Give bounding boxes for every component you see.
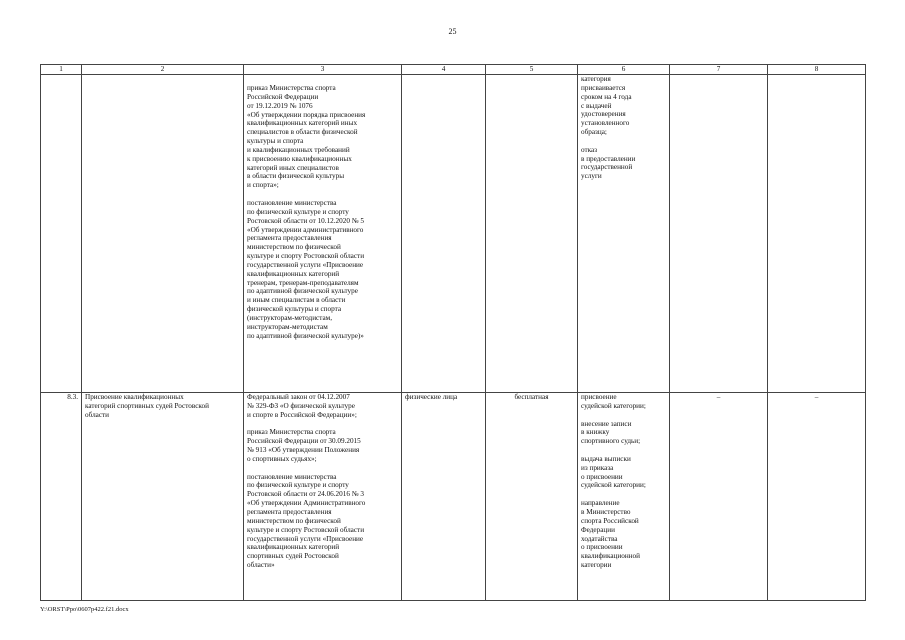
column-number: 3 (244, 65, 402, 75)
col7-cell: – (670, 393, 768, 601)
column-number-row (41, 65, 866, 75)
service-name-cell: Присвоение квалификационных категорий спортивных судей Ростовской области (82, 393, 244, 601)
services-table (40, 64, 866, 601)
cell-empty (768, 75, 866, 393)
recipients-cell: физические лица (402, 393, 486, 601)
legal-basis-cell: Федеральный закон от 04.12.2007 № 329-ФЗ «О физической культуре и спорте в Российской Федерации»; приказ Министерства спорта Российской Федерации от 30.09.2015 № 913 «Об утверждении Положения о спортивных судьях»; постановление министерства по физической культуре и спорту Ростовской области от 24.06.2016 № 3 «Об утверждении Административного регламента предоставления министерством по физической культуре и спорту Ростовской области государственной услуги «Присвоение квалификационных категорий спортивных судей Ростовской области» (244, 393, 402, 601)
page-number: 25 (448, 27, 457, 36)
column-number: 5 (486, 65, 578, 75)
fee-cell: бесплатная (486, 393, 578, 601)
column-number: 1 (41, 65, 82, 75)
column-number: 6 (578, 65, 670, 75)
column-number: 2 (82, 65, 244, 75)
column-number: 8 (768, 65, 866, 75)
cell-empty (486, 75, 578, 393)
file-path-footer: Y:\ORST\Ppo\0607p422.f21.docx (40, 606, 129, 613)
col8-cell: – (768, 393, 866, 601)
cell-empty (670, 75, 768, 393)
column-number: 4 (402, 65, 486, 75)
cell-empty (402, 75, 486, 393)
table-row (41, 75, 866, 393)
row-number: 8.3. (41, 393, 82, 601)
table-row (41, 393, 866, 601)
column-number: 7 (670, 65, 768, 75)
result-cell: категория присваивается сроком на 4 года с выдачей удостоверения установленного образца; отказ в предоставлении государственной услуги (578, 75, 670, 393)
cell-empty (41, 75, 82, 393)
cell-empty (82, 75, 244, 393)
result-cell: присвоение судейской категории; внесение записи в книжку спортивного судьи; выдача выписки из приказа о присвоении судейской категории; направление в Министерство спорта Российской Федерации ходатайства о присвоении квалификационной категории (578, 393, 670, 601)
legal-basis-cell: приказ Министерства спорта Российской Федерации от 19.12.2019 № 1076 «Об утверждении порядка присвоения квалификационных категорий иных специалистов в области физической культуры и спорта и квалификационных требований к присвоению квалификационных категорий иных специалистов в области физической культуры и спорта»; постановление министерства по физической культуре и спорту Ростовской области от 10.12.2020 № 5 «Об утверждении административного регламента предоставления министерством по физической культуре и спорту Ростовской области государственной услуги «Присвоение квалификационных категорий тренерам, тренерам-преподавателям по адаптивной физической культуре и иным специалистам в области физической культуры и спорта (инструкторам-методистам, инструкторам-методистам по адаптивной физической культуре)» (244, 75, 402, 393)
